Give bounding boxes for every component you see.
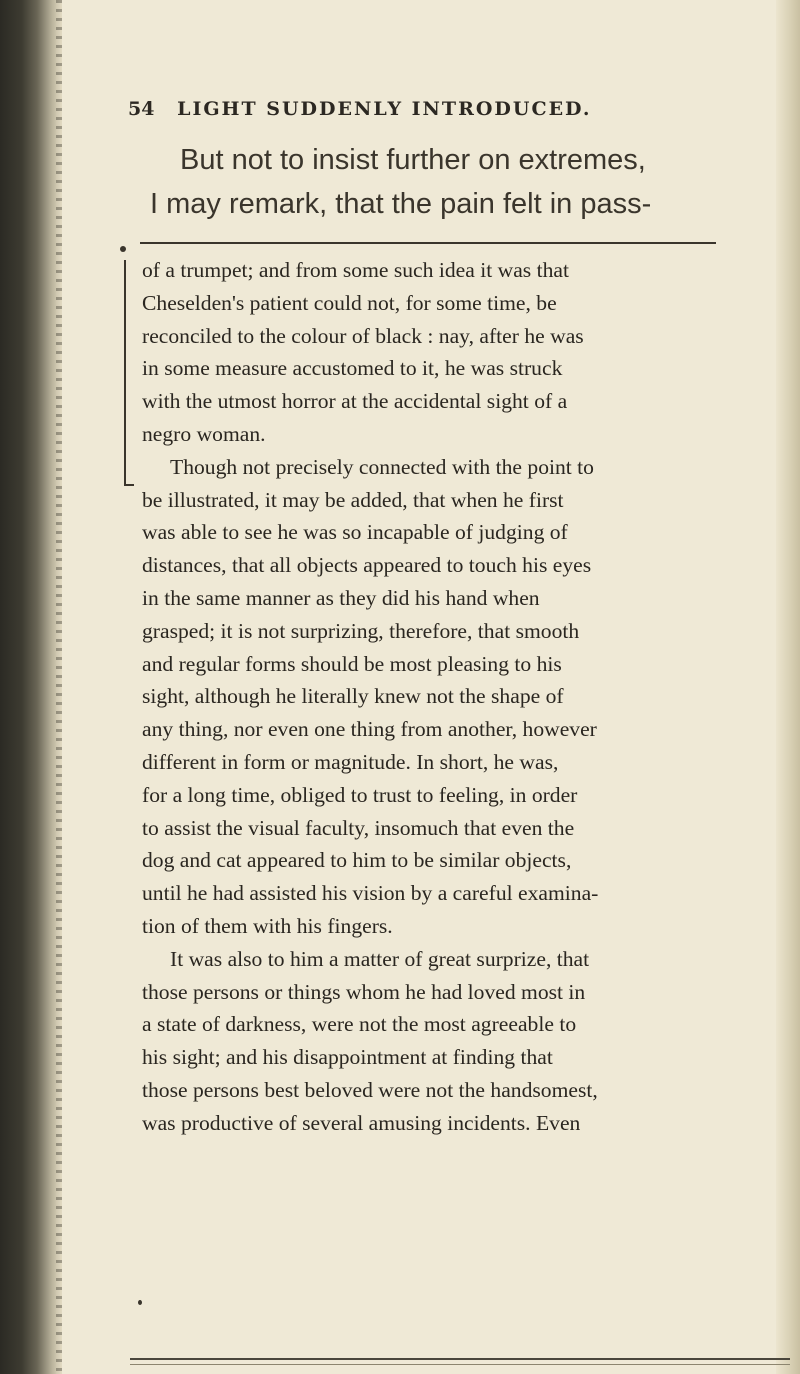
page-edge <box>776 0 800 1374</box>
text-line: a state of darkness, were not the most agreeable to <box>142 1012 577 1037</box>
bottom-rule-shadow <box>130 1364 790 1365</box>
paragraph-first-line: It was also to him a matter of great surprize, that <box>170 946 590 971</box>
text-line: in the same manner as they did his hand when <box>142 585 540 610</box>
text-line: reconciled to the colour of black : nay, after he was <box>142 323 584 348</box>
text-line: those persons or things whom he had loved most in <box>142 979 586 1004</box>
bottom-rule <box>130 1358 790 1360</box>
text-line: be illustrated, it may be added, that when he first <box>142 487 564 512</box>
text-line: until he had assisted his vision by a careful examina- <box>142 881 599 906</box>
handwritten-insert <box>150 138 710 226</box>
text-line: sight, although he literally knew not the shape of <box>142 684 564 709</box>
handwritten-line: I may remark, that the pain felt in pass- <box>150 188 652 220</box>
text-line: was productive of several amusing incidents. Even <box>142 1110 581 1135</box>
book-gutter <box>0 0 62 1374</box>
text-line: his sight; and his disappointment at finding that <box>142 1045 553 1070</box>
text-line: Cheselden's patient could not, for some time, be <box>142 290 557 315</box>
text-line: in some measure accustomed to it, he was struck <box>142 356 563 381</box>
text-line: dog and cat appeared to him to be similar objects, <box>142 848 572 873</box>
text-line: grasped; it is not surprizing, therefore, that smooth <box>142 618 580 643</box>
text-line: for a long time, obliged to trust to feeling, in order <box>142 782 578 807</box>
ink-speck <box>138 1300 142 1305</box>
text-line: those persons best beloved were not the handsomest, <box>142 1077 598 1102</box>
body-text <box>142 254 722 1140</box>
running-title: LIGHT SUDDENLY INTRODUCED. <box>177 98 592 120</box>
running-head <box>128 98 591 120</box>
text-line: distances, that all objects appeared to touch his eyes <box>142 553 592 578</box>
page-number: 54 <box>128 98 155 120</box>
paragraph-first-line: of a trumpet; and from some such idea it was that <box>142 258 569 282</box>
text-line: negro woman. <box>142 421 266 446</box>
text-line: any thing, nor even one thing from another, however <box>142 717 597 742</box>
text-line: to assist the visual faculty, insomuch that even the <box>142 815 575 840</box>
margin-bracket <box>124 260 134 486</box>
divider-rule <box>140 242 716 244</box>
text-line: different in form or magnitude. In short, he was, <box>142 749 559 774</box>
bracket-mark <box>120 246 126 252</box>
handwritten-line: But not to insist further on extremes, <box>180 144 646 176</box>
text-line: was able to see he was so incapable of judging of <box>142 520 568 545</box>
text-line: and regular forms should be most pleasing to his <box>142 651 562 676</box>
text-line: tion of them with his fingers. <box>142 913 393 938</box>
text-line: with the utmost horror at the accidental sight of a <box>142 389 568 414</box>
paragraph-first-line: Though not precisely connected with the point to <box>170 454 594 479</box>
